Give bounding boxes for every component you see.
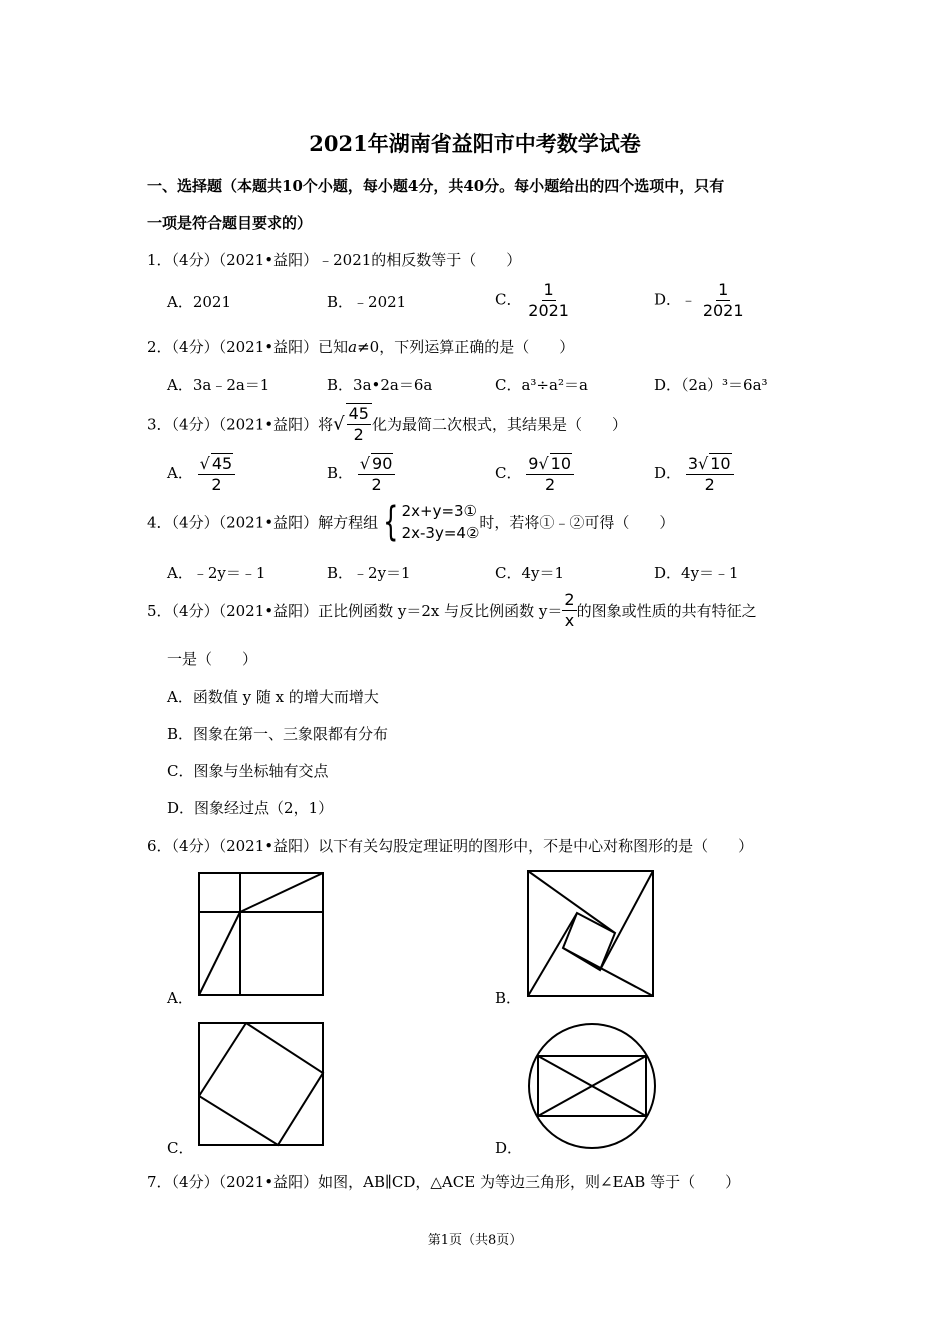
q3-c-fraction: $\frac{9√ 10}{2}$	[526, 453, 574, 495]
q1-c-denominator: 2021	[528, 301, 569, 320]
q5-option-c: C．图象与坐标轴有交点	[167, 762, 329, 780]
q3-b-fraction: $\frac{√ 90}{2}$	[358, 453, 396, 495]
q1-d-denominator: 2021	[702, 301, 744, 320]
q4-stem-pre: 4．（4分）（2021•益阳）解方程组	[147, 513, 379, 532]
q2-option-c: C．a³÷a²＝a	[495, 376, 588, 394]
q3-d-coef: 3	[687, 454, 698, 473]
q3-b-denominator: 2	[371, 475, 382, 494]
q3-d-fraction: $\frac{3√ 10}{2}$	[686, 453, 734, 495]
q1-option-a: A．2021	[167, 293, 232, 311]
q6-option-d-label: D．	[495, 1139, 523, 1157]
q1-c-numerator: 1	[543, 280, 554, 299]
q6-option-c-label: C．	[167, 1139, 194, 1157]
q1-option-c-fraction	[526, 280, 571, 321]
q3-option-a	[167, 453, 235, 495]
q5-fraction	[562, 590, 576, 631]
q3-a-fraction: $\frac{√ 45}{2}$	[198, 453, 236, 495]
q3-c-radicand: 10	[550, 454, 572, 473]
q3-b-radicand: 90	[372, 454, 393, 473]
q3-stem-pre: 3．（4分）（2021•益阳）将	[147, 415, 334, 434]
q3-stem-denominator: 2	[353, 425, 364, 444]
question-3-stem	[147, 403, 627, 445]
q4-equation-system	[378, 500, 479, 544]
q3-c-label: C．	[495, 464, 522, 482]
q6-figure-b	[527, 870, 655, 998]
q4-brace: {	[383, 499, 399, 545]
q4-stem-post: 时，若将①﹣②可得（ ）	[479, 513, 675, 532]
q4-option-c: C．4y＝1	[495, 564, 565, 582]
q2-option-a: A．3a﹣2a＝1	[167, 376, 270, 394]
q3-option-c	[495, 453, 574, 495]
q3-option-d	[654, 453, 734, 495]
q3-option-b	[327, 453, 395, 495]
page-title: 2021年湖南省益阳市中考数学试卷	[309, 131, 641, 156]
question-2-stem	[147, 336, 574, 357]
q4-option-a: A．﹣2y＝﹣1	[167, 564, 266, 582]
q6-figure-a	[198, 872, 326, 998]
q6-figure-c	[198, 1022, 326, 1148]
question-7-stem: 7．（4分）（2021•益阳）如图，AB∥CD，△ACE 为等边三角形，则∠EAB 等于（ ）	[147, 1173, 741, 1191]
section-heading-line1: 一、选择题（本题共10个小题，每小题4分，共40分。每小题给出的四个选项中，只有	[147, 177, 725, 195]
q3-stem-post: 化为最简二次根式，其结果是（ ）	[371, 415, 627, 434]
q3-b-label: B．	[327, 464, 354, 482]
section-heading-line2: 一项是符合题目要求的）	[147, 214, 313, 232]
q5-option-b: B．图象在第一、三象限都有分布	[167, 725, 389, 743]
q5-fraction-denominator: x	[564, 611, 575, 630]
page-footer: 第1页（共8页）	[427, 1233, 523, 1248]
q1-option-d-fraction	[701, 280, 746, 321]
q6-option-a-label: A．	[167, 989, 193, 1007]
q4-option-b: B．﹣2y＝1	[327, 564, 411, 582]
q1-option-d	[654, 280, 746, 321]
q2-option-b: B．3a•2a＝6a	[327, 376, 433, 394]
q3-d-radicand: 10	[710, 454, 731, 473]
q5-option-d: D．图象经过点（2，1）	[167, 799, 334, 817]
q2-stem-post: ≠0，下列运算正确的是（ ）	[357, 338, 575, 356]
q3-stem-numerator: 45	[348, 404, 369, 423]
q4-equation-1: 2x+y=3①	[401, 502, 478, 520]
q6-figure-d	[526, 1022, 658, 1150]
q3-c-denominator: 2	[545, 475, 556, 494]
q5-fraction-numerator: 2	[564, 590, 575, 609]
q3-a-radicand: 45	[211, 454, 233, 473]
q3-a-denominator: 2	[211, 475, 222, 494]
q1-option-c-label: C．	[495, 290, 522, 309]
q3-d-denominator: 2	[704, 475, 715, 494]
q3-sqrt-sign: √	[333, 413, 345, 435]
question-4-stem	[147, 500, 674, 544]
q3-a-label: A．	[167, 464, 193, 482]
q5-stem-pre: 5．（4分）（2021•益阳）正比例函数 y＝2x 与反比例函数 y＝	[147, 602, 563, 620]
q2-stem-pre: 2．（4分）（2021•益阳）已知	[147, 338, 349, 356]
q5-stem-post: 的图象或性质的共有特征之	[576, 602, 757, 620]
question-5-stem	[147, 590, 757, 631]
q4-equation-2: 2x-3y=4②	[401, 524, 480, 542]
q3-radicand	[346, 403, 372, 445]
q4-option-d: D．4y＝﹣1	[654, 564, 739, 582]
q1-option-b: B．﹣2021	[327, 293, 407, 311]
q1-option-c	[495, 280, 571, 321]
question-5-stem-line2: 一是（ ）	[167, 650, 258, 668]
q1-d-numerator: 1	[718, 280, 729, 299]
question-6-stem: 6．（4分）（2021•益阳）以下有关勾股定理证明的图形中，不是中心对称图形的是（ ）	[147, 837, 754, 855]
q1-option-d-label: D．﹣	[654, 290, 697, 309]
q3-d-label: D．	[654, 464, 682, 482]
q2-stem-var: a	[348, 338, 358, 356]
q5-option-a: A．函数值 y 随 x 的增大而增大	[167, 688, 379, 706]
q3-c-coef: 9	[528, 454, 539, 473]
q2-option-d: D．（2a）³＝6a³	[654, 376, 768, 394]
q6-option-b-label: B．	[495, 989, 522, 1007]
question-1-stem: 1．（4分）（2021•益阳）﹣2021的相反数等于（ ）	[147, 251, 522, 269]
